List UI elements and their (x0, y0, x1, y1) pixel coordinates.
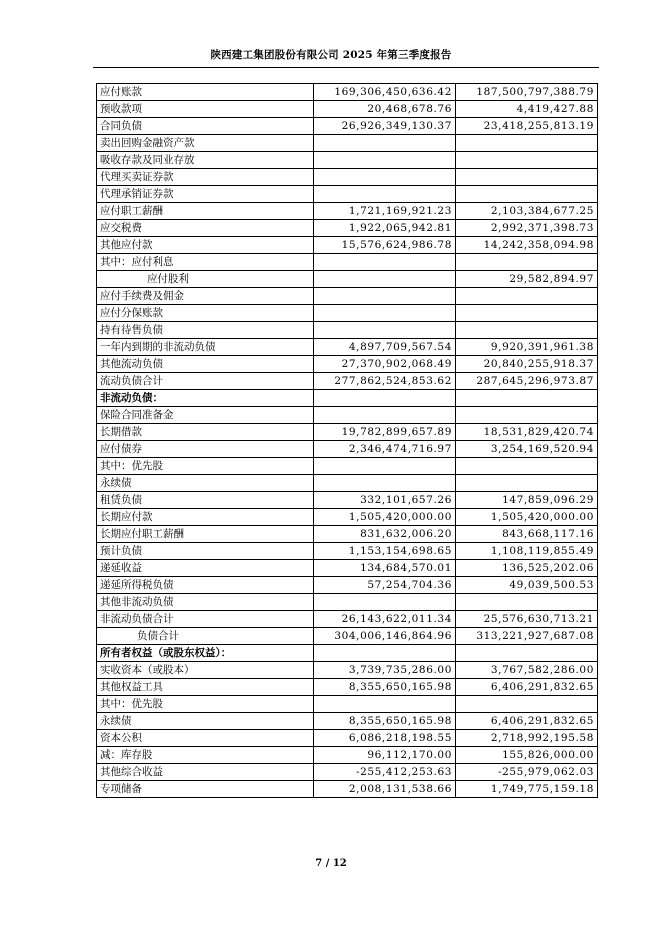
table-row (97, 696, 598, 713)
current-period-value: 1,505,420,000.00 (314, 509, 456, 526)
prior-period-value: 155,826,000.00 (456, 747, 598, 764)
row-label: 其中：优先股 (97, 696, 314, 713)
row-label: 减：库存股 (97, 747, 314, 764)
current-period-value (314, 169, 456, 186)
prior-period-value (456, 696, 598, 713)
table-row (97, 560, 598, 577)
table-row (97, 305, 598, 322)
prior-period-value: 1,749,775,159.18 (456, 781, 598, 798)
prior-period-value: 9,920,391,961.38 (456, 339, 598, 356)
prior-period-value: 20,840,255,918.37 (456, 356, 598, 373)
row-label: 其中：优先股 (97, 458, 314, 475)
current-period-value: 6,086,218,198.55 (314, 730, 456, 747)
table-row (97, 390, 598, 407)
row-label: 递延收益 (97, 560, 314, 577)
row-label: 长期应付职工薪酬 (97, 526, 314, 543)
prior-period-value: 1,108,119,855.49 (456, 543, 598, 560)
table-row (97, 611, 598, 628)
row-label: 其他综合收益 (97, 764, 314, 781)
row-label: 租赁负债 (97, 492, 314, 509)
current-period-value (314, 645, 456, 662)
prior-period-value (456, 645, 598, 662)
row-label: 其他流动负债 (97, 356, 314, 373)
current-period-value: 169,306,450,636.42 (314, 84, 456, 101)
current-period-value: 277,862,524,853.62 (314, 373, 456, 390)
table-row (97, 288, 598, 305)
prior-period-value: 843,668,117.16 (456, 526, 598, 543)
table-row (97, 118, 598, 135)
current-period-value: 1,922,065,942.81 (314, 220, 456, 237)
prior-period-value: 6,406,291,832.65 (456, 679, 598, 696)
current-period-value: 4,897,709,567.54 (314, 339, 456, 356)
table-row (97, 407, 598, 424)
prior-period-value: 1,505,420,000.00 (456, 509, 598, 526)
prior-period-value (456, 288, 598, 305)
row-label: 流动负债合计 (97, 373, 314, 390)
current-period-value (314, 305, 456, 322)
prior-period-value: 4,419,427.88 (456, 101, 598, 118)
row-label: 实收资本（或股本） (97, 662, 314, 679)
row-label: 非流动负债： (97, 390, 314, 407)
row-label: 其他应付款 (97, 237, 314, 254)
prior-period-value: -255,979,062.03 (456, 764, 598, 781)
report-header: 陕西建工集团股份有限公司 2025 年第三季度报告 (210, 49, 452, 61)
prior-period-value (456, 407, 598, 424)
table-row (97, 526, 598, 543)
table-row (97, 645, 598, 662)
prior-period-value: 3,767,582,286.00 (456, 662, 598, 679)
prior-period-value: 313,221,927,687.08 (456, 628, 598, 645)
row-label: 应付账款 (97, 84, 314, 101)
table-row (97, 322, 598, 339)
current-period-value (314, 254, 456, 271)
table-row (97, 84, 598, 101)
row-label: 代理承销证券款 (97, 186, 314, 203)
table-row (97, 356, 598, 373)
current-period-value (314, 475, 456, 492)
table-row (97, 475, 598, 492)
row-label: 应付分保账款 (97, 305, 314, 322)
row-label: 应付债券 (97, 441, 314, 458)
current-period-value: 27,370,902,068.49 (314, 356, 456, 373)
current-period-value: 26,143,622,011.34 (314, 611, 456, 628)
row-label: 其他非流动负债 (97, 594, 314, 611)
current-period-value: 304,006,146,864.96 (314, 628, 456, 645)
row-label: 预计负债 (97, 543, 314, 560)
prior-period-value: 187,500,797,388.79 (456, 84, 598, 101)
row-label: 卖出回购金融资产款 (97, 135, 314, 152)
row-label: 负债合计 (97, 628, 314, 645)
current-period-value: 2,346,474,716.97 (314, 441, 456, 458)
row-label: 递延所得税负债 (97, 577, 314, 594)
prior-period-value (456, 152, 598, 169)
row-label: 代理买卖证券款 (97, 169, 314, 186)
table-row (97, 254, 598, 271)
current-period-value: 1,153,154,698.65 (314, 543, 456, 560)
row-label: 永续债 (97, 475, 314, 492)
current-period-value (314, 186, 456, 203)
table-row (97, 577, 598, 594)
current-period-value: 19,782,899,657.89 (314, 424, 456, 441)
table-row (97, 373, 598, 390)
table-row (97, 764, 598, 781)
row-label: 应交税费 (97, 220, 314, 237)
current-period-value (314, 322, 456, 339)
row-label: 长期借款 (97, 424, 314, 441)
current-period-value (314, 288, 456, 305)
current-period-value: -255,412,253.63 (314, 764, 456, 781)
row-label: 应付职工薪酬 (97, 203, 314, 220)
table-row (97, 628, 598, 645)
table-row (97, 662, 598, 679)
current-period-value: 15,576,624,986.78 (314, 237, 456, 254)
prior-period-value: 287,645,296,973.87 (456, 373, 598, 390)
balance-sheet-table (96, 83, 598, 798)
prior-period-value: 14,242,358,094.98 (456, 237, 598, 254)
header-rule (93, 67, 599, 68)
prior-period-value (456, 594, 598, 611)
prior-period-value (456, 135, 598, 152)
current-period-value: 96,112,170.00 (314, 747, 456, 764)
current-period-value: 134,684,570.01 (314, 560, 456, 577)
table-row (97, 424, 598, 441)
current-period-value: 26,926,349,130.37 (314, 118, 456, 135)
prior-period-value (456, 186, 598, 203)
table-row (97, 594, 598, 611)
table-row (97, 135, 598, 152)
prior-period-value: 29,582,894.97 (456, 271, 598, 288)
table-row (97, 509, 598, 526)
table-row (97, 339, 598, 356)
row-label: 专项储备 (97, 781, 314, 798)
table-row (97, 441, 598, 458)
current-period-value (314, 135, 456, 152)
prior-period-value: 2,718,992,195.58 (456, 730, 598, 747)
current-period-value: 2,008,131,538.66 (314, 781, 456, 798)
prior-period-value: 6,406,291,832.65 (456, 713, 598, 730)
current-period-value: 57,254,704.36 (314, 577, 456, 594)
row-label: 非流动负债合计 (97, 611, 314, 628)
current-period-value: 1,721,169,921.23 (314, 203, 456, 220)
prior-period-value: 136,525,202.06 (456, 560, 598, 577)
current-period-value: 3,739,735,286.00 (314, 662, 456, 679)
prior-period-value: 23,418,255,813.19 (456, 118, 598, 135)
prior-period-value: 49,039,500.53 (456, 577, 598, 594)
current-period-value: 8,355,650,165.98 (314, 679, 456, 696)
table-row (97, 730, 598, 747)
current-period-value: 8,355,650,165.98 (314, 713, 456, 730)
row-label: 预收款项 (97, 101, 314, 118)
row-label: 应付手续费及佣金 (97, 288, 314, 305)
current-period-value (314, 271, 456, 288)
current-period-value: 831,632,006.20 (314, 526, 456, 543)
page-number: 7 / 12 (315, 858, 347, 869)
table-row (97, 271, 598, 288)
table-row (97, 237, 598, 254)
current-period-value: 20,468,678.76 (314, 101, 456, 118)
row-label: 吸收存款及同业存放 (97, 152, 314, 169)
table-row (97, 781, 598, 798)
prior-period-value (456, 322, 598, 339)
current-period-value (314, 407, 456, 424)
row-label: 其他权益工具 (97, 679, 314, 696)
row-label: 一年内到期的非流动负债 (97, 339, 314, 356)
prior-period-value: 25,576,630,713.21 (456, 611, 598, 628)
table-row (97, 203, 598, 220)
prior-period-value (456, 305, 598, 322)
current-period-value (314, 390, 456, 407)
current-period-value: 332,101,657.26 (314, 492, 456, 509)
prior-period-value: 18,531,829,420.74 (456, 424, 598, 441)
prior-period-value: 3,254,169,520.94 (456, 441, 598, 458)
current-period-value (314, 594, 456, 611)
current-period-value (314, 458, 456, 475)
row-label: 长期应付款 (97, 509, 314, 526)
table-row (97, 543, 598, 560)
row-label: 合同负债 (97, 118, 314, 135)
table-row (97, 492, 598, 509)
row-label: 所有者权益（或股东权益）： (97, 645, 314, 662)
row-label: 持有待售负债 (97, 322, 314, 339)
row-label: 保险合同准备金 (97, 407, 314, 424)
table-row (97, 713, 598, 730)
prior-period-value: 2,992,371,398.73 (456, 220, 598, 237)
prior-period-value (456, 458, 598, 475)
prior-period-value (456, 390, 598, 407)
table-row (97, 458, 598, 475)
table-row (97, 152, 598, 169)
prior-period-value: 2,103,384,677.25 (456, 203, 598, 220)
prior-period-value (456, 169, 598, 186)
table-row (97, 169, 598, 186)
table-row (97, 101, 598, 118)
table-row (97, 186, 598, 203)
table-row (97, 220, 598, 237)
row-label: 资本公积 (97, 730, 314, 747)
current-period-value (314, 696, 456, 713)
prior-period-value (456, 254, 598, 271)
row-label: 永续债 (97, 713, 314, 730)
row-label: 其中：应付利息 (97, 254, 314, 271)
prior-period-value: 147,859,096.29 (456, 492, 598, 509)
table-row (97, 679, 598, 696)
current-period-value (314, 152, 456, 169)
prior-period-value (456, 475, 598, 492)
table-row (97, 747, 598, 764)
row-label: 应付股利 (97, 271, 314, 288)
